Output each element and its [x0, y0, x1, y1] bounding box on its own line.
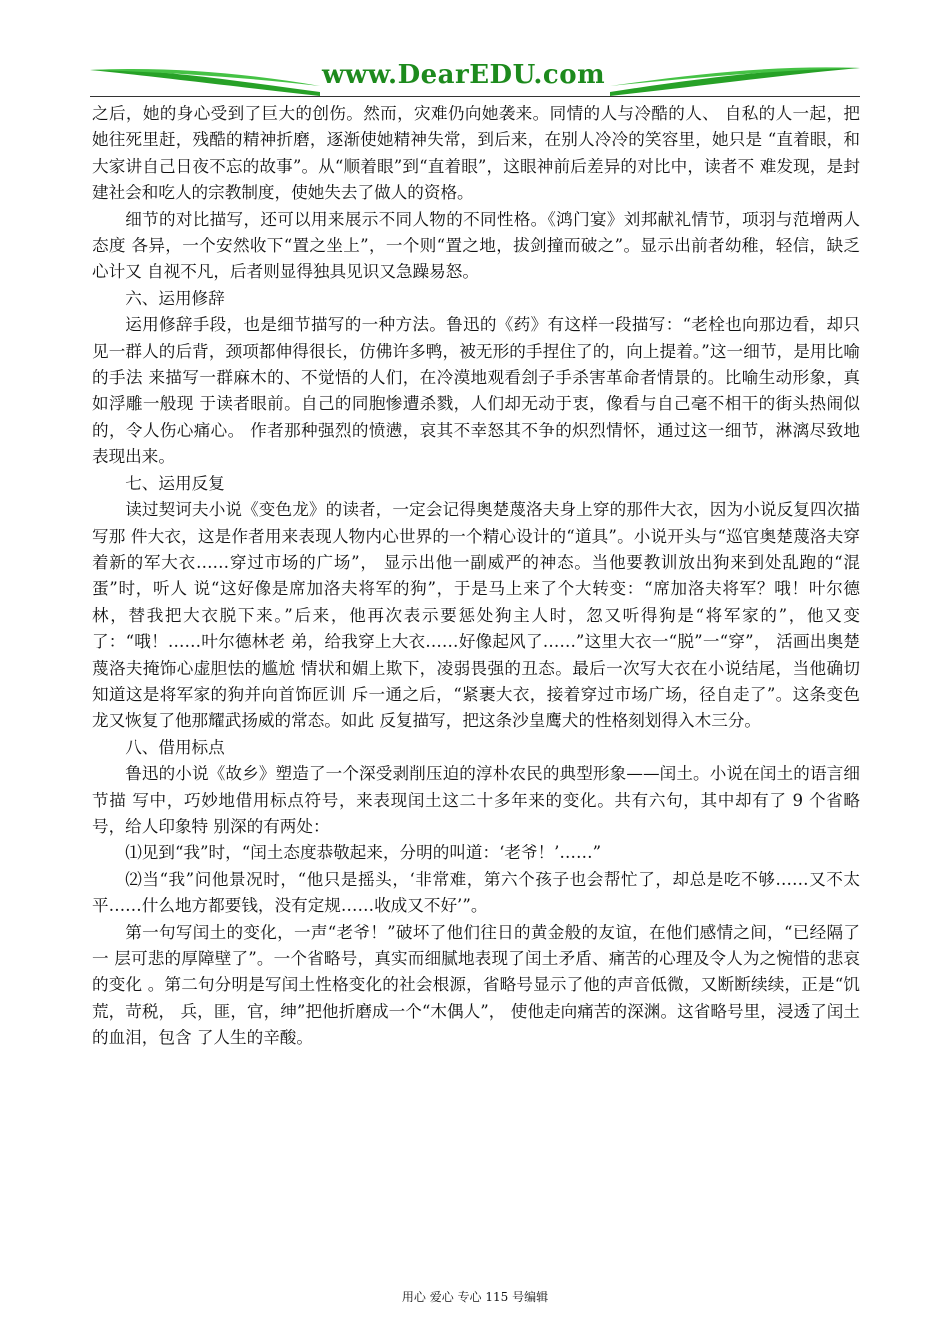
quote-1: ⑴见到“我”时，“闰土态度恭敬起来，分明的叫道：‘老爷！’……”	[125, 843, 602, 863]
paragraph-2: 细节的对比描写，还可以用来展示不同人物的不同性格。《鸿门宴》刘邦献礼情节，项羽与范增两人态度 各异，一个安然收下“置之坐上”，一个则“置之地，拔剑撞而破之”。显示出前者幼稚，轻信，缺乏心计又 自视不凡，后者则显得独具见识又急躁易怒。	[92, 209, 860, 282]
section-heading-rhetoric: 六、运用修辞	[125, 288, 225, 308]
paragraph-5: 鲁迅的小说《故乡》塑造了一个深受剥削压迫的淳朴农民的典型形象——闰土。小说在闰土的语言细节描 写中，巧妙地借用标点符号，来表现闰土这二十多年来的变化。共有六句，其中却有了 9 个省略号，给人印象特 别深的有两处：	[92, 764, 860, 836]
section-heading-repetition: 七、运用反复	[125, 473, 225, 493]
site-logo[interactable]: www.DearEDU.com	[322, 60, 606, 90]
paragraph-4: 读过契诃夫小说《变色龙》的读者，一定会记得奥楚蔑洛夫身上穿的那件大衣，因为小说反复四次描写那 件大衣，这是作者用来表现人物内心世界的一个精心设计的“道具”。小说开头与“巡官奥楚蔑洛夫穿着新的军大衣……穿过市场的广场”， 显示出他一副威严的神态。当他要教训放出狗来到处乱跑的“混蛋”时，听人 说“这好像是席加洛夫将军的狗”，于是马上来了个大转变：“席加洛夫将军？哦！叶尔德林，替我把大衣脱下来。”后来，他再次表示要惩处狗主人时，忽又听得狗是“将军家的”，他又变了：“哦！……叶尔德林老 弟，给我穿上大衣……好像起风了……”这里大衣一“脱”一“穿”， 活画出奥楚蔑洛夫掩饰心虚胆怯的尴尬 情状和媚上欺下，凌弱畏强的丑态。最后一次写大衣在小说结尾，当他确切知道这是将军家的狗并向首饰匠训 斥一通之后，“紧裹大衣，接着穿过市场广场，径自走了”。这条变色龙又恢复了他那耀武扬威的常态。如此 反复描写，把这条沙皇鹰犬的性格刻划得入木三分。	[92, 500, 860, 731]
paragraph-6: 第一句写闰土的变化，一声“老爷！”破坏了他们往日的黄金般的友谊，在他们感情之间，“已经隔了一 层可悲的厚障壁了”。一个省略号，真实而细腻地表现了闰土矛盾、痛苦的心理及令人为之惋惜的悲哀的变化 。第二句分明是写闰土性格变化的社会根源，省略号显示了他的声音低微，又断断续续，正是“饥荒，苛税， 兵，匪，官，绅”把他折磨成一个“木偶人”， 使他走向痛苦的深渊。这省略号里，浸透了闰土的血泪，包含 了人生的辛酸。	[92, 922, 860, 1048]
header-divider	[90, 96, 860, 97]
page-footer: 用心 爱心 专心 115 号编辑	[401, 1290, 549, 1304]
paragraph-1: 之后，她的身心受到了巨大的创伤。然而，灾难仍向她袭来。同情的人与冷酷的人、 自私的人一起，把她往死里赶，残酷的精神折磨，逐渐使她精神失常，到后来，在别人冷冷的笑容里，她只是 “直着眼，和大家讲自己日夜不忘的故事”。从“顺着眼”到“直着眼”，这眼神前后差异的对比中，读者不 难发现，是封建社会和吃人的宗教制度，使她失去了做人的资格。	[92, 104, 860, 203]
page-header	[90, 56, 860, 98]
section-heading-punctuation: 八、借用标点	[125, 737, 225, 757]
article-body	[92, 101, 860, 1052]
paragraph-3: 运用修辞手段，也是细节描写的一种方法。鲁迅的《药》有这样一段描写：“老栓也向那边看，却只见一群人的后背，颈项都伸得很长，仿佛许多鸭，被无形的手捏住了的，向上提着。”这一细节，是用比喻的手法 来描写一群麻木的、不觉悟的人们，在冷漠地观看刽子手杀害革命者情景的。比喻生动形象，真如浮雕一般现 于读者眼前。自己的同胞惨遭杀戮，人们却无动于衷，像看与自己毫不相干的街头热闹似的，令人伤心痛心。 作者那种强烈的愤懑，哀其不幸怒其不争的炽烈情怀，通过这一细节，淋漓尽致地表现出来。	[92, 315, 860, 467]
quote-2: ⑵当“我”问他景况时，“他只是摇头，‘非常难，第六个孩子也会帮忙了，却总是吃不够……又不太平……什么地方都要钱，没有定规……收成又不好’”。	[92, 869, 860, 916]
